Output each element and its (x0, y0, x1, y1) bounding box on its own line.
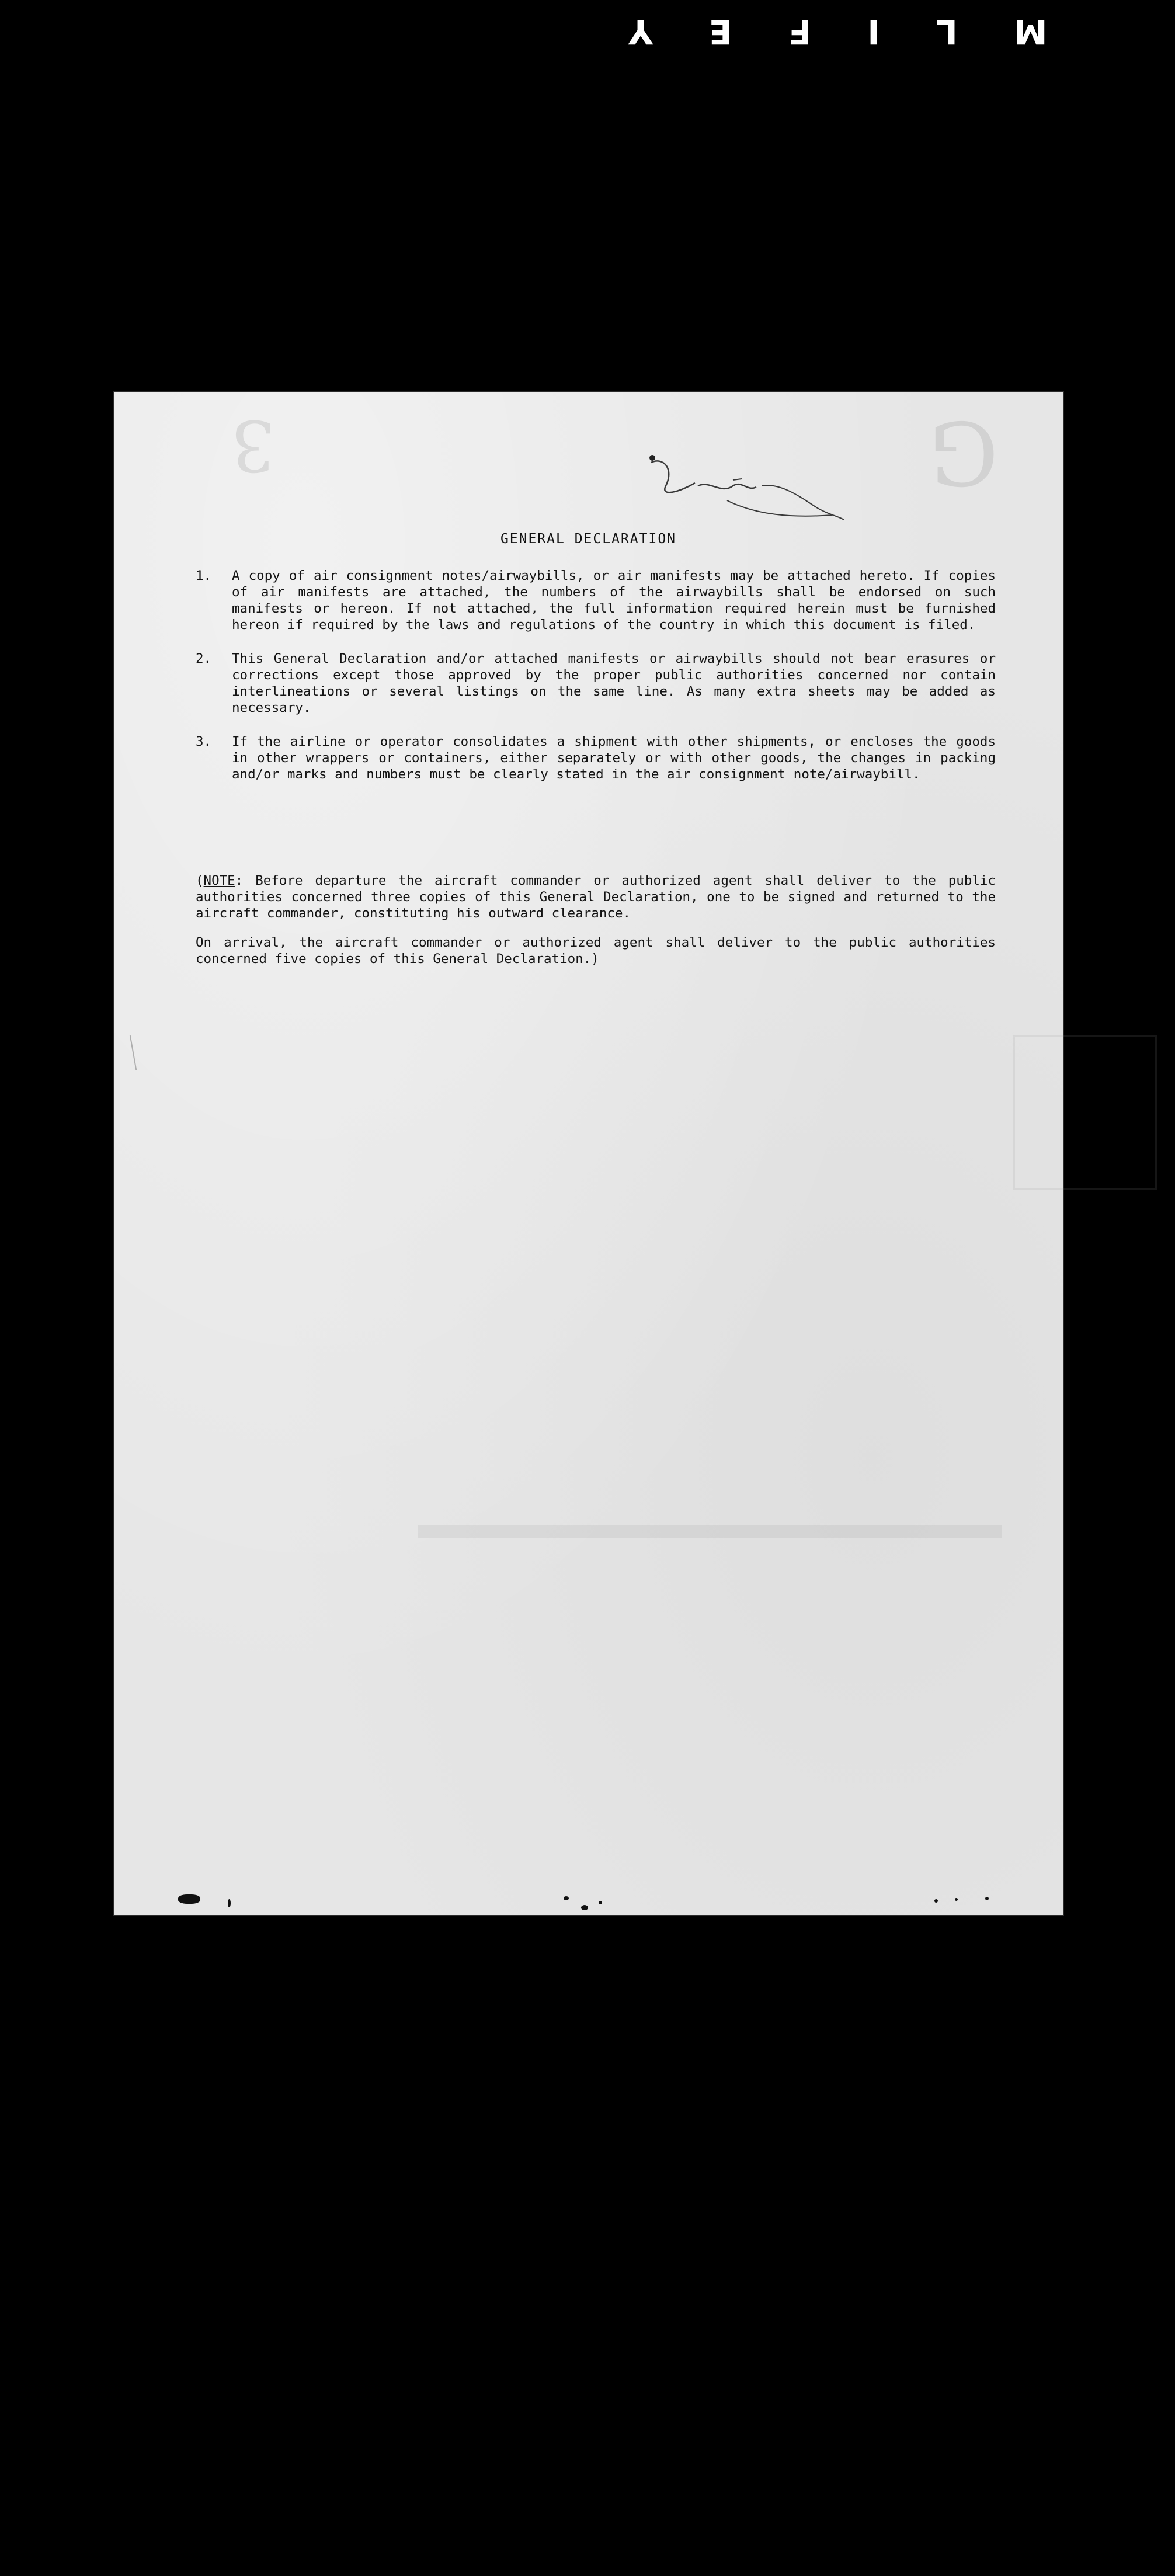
departure-note (196, 872, 996, 922)
document-title: GENERAL DECLARATION (500, 531, 677, 547)
film-speck (599, 1901, 602, 1904)
item-text: If the airline or operator consolidates a shipment with other shipments, or encloses the goods in other wrappers or containers, either separately or with other goods, the changes in packing and/or marks and numbers must be clearly stated in the air consignment note/airwaybill. (232, 734, 996, 782)
note-text: : Before departure the aircraft commander or authorized agent shall deliver to the public authorities concerned three copies of this General Declaration, one to be signed and returned to the aircraft commander, constituting his outward clearance. (196, 873, 996, 921)
instructions-list (196, 568, 996, 800)
item-number: 2. (196, 651, 212, 666)
item-text: A copy of air consignment notes/airwaybills, or air manifests may be attached hereto. If copies of air manifests are attached, the numbers of the airwaybills shall be endorsed on such manifests or hereon. If not attached, the full information required herein must be furnished hereon if required by the laws and regulations of the country in which this document is filed. (232, 568, 996, 632)
film-speck (581, 1905, 588, 1910)
bleed-through-box (1013, 1035, 1157, 1190)
item-text: This General Declaration and/or attached manifests or airwaybills should not bear erasures or corrections except those approved by the proper public authorities concerned nor contain interlineations or several listings on the same line. As many extra sheets may be added as necessary. (232, 651, 996, 715)
film-speck (934, 1899, 938, 1903)
film-speck (178, 1894, 200, 1904)
list-item (196, 733, 996, 783)
list-item (196, 651, 996, 716)
bleed-through-rule (418, 1525, 1002, 1538)
film-edge-marking: MLIFEY (572, 12, 1048, 51)
arrival-note: On arrival, the aircraft commander or authorized agent shall deliver to the public authorities concerned five copies of this General Declaration.) (196, 935, 996, 967)
notes-section (196, 872, 996, 980)
note-open-paren: ( (196, 873, 204, 888)
document-page (114, 392, 1063, 1915)
margin-mark (130, 1035, 141, 1070)
list-item (196, 568, 996, 633)
film-speck (564, 1896, 569, 1900)
item-number: 1. (196, 568, 212, 583)
note-label: NOTE (203, 873, 235, 888)
handwritten-signature (639, 451, 850, 527)
item-number: 3. (196, 734, 212, 749)
film-speck (985, 1897, 989, 1900)
film-speck (955, 1898, 958, 1901)
bleed-through-mark: G (929, 401, 999, 503)
film-speck (228, 1899, 231, 1907)
bleed-through-mark: 3 (231, 404, 276, 485)
